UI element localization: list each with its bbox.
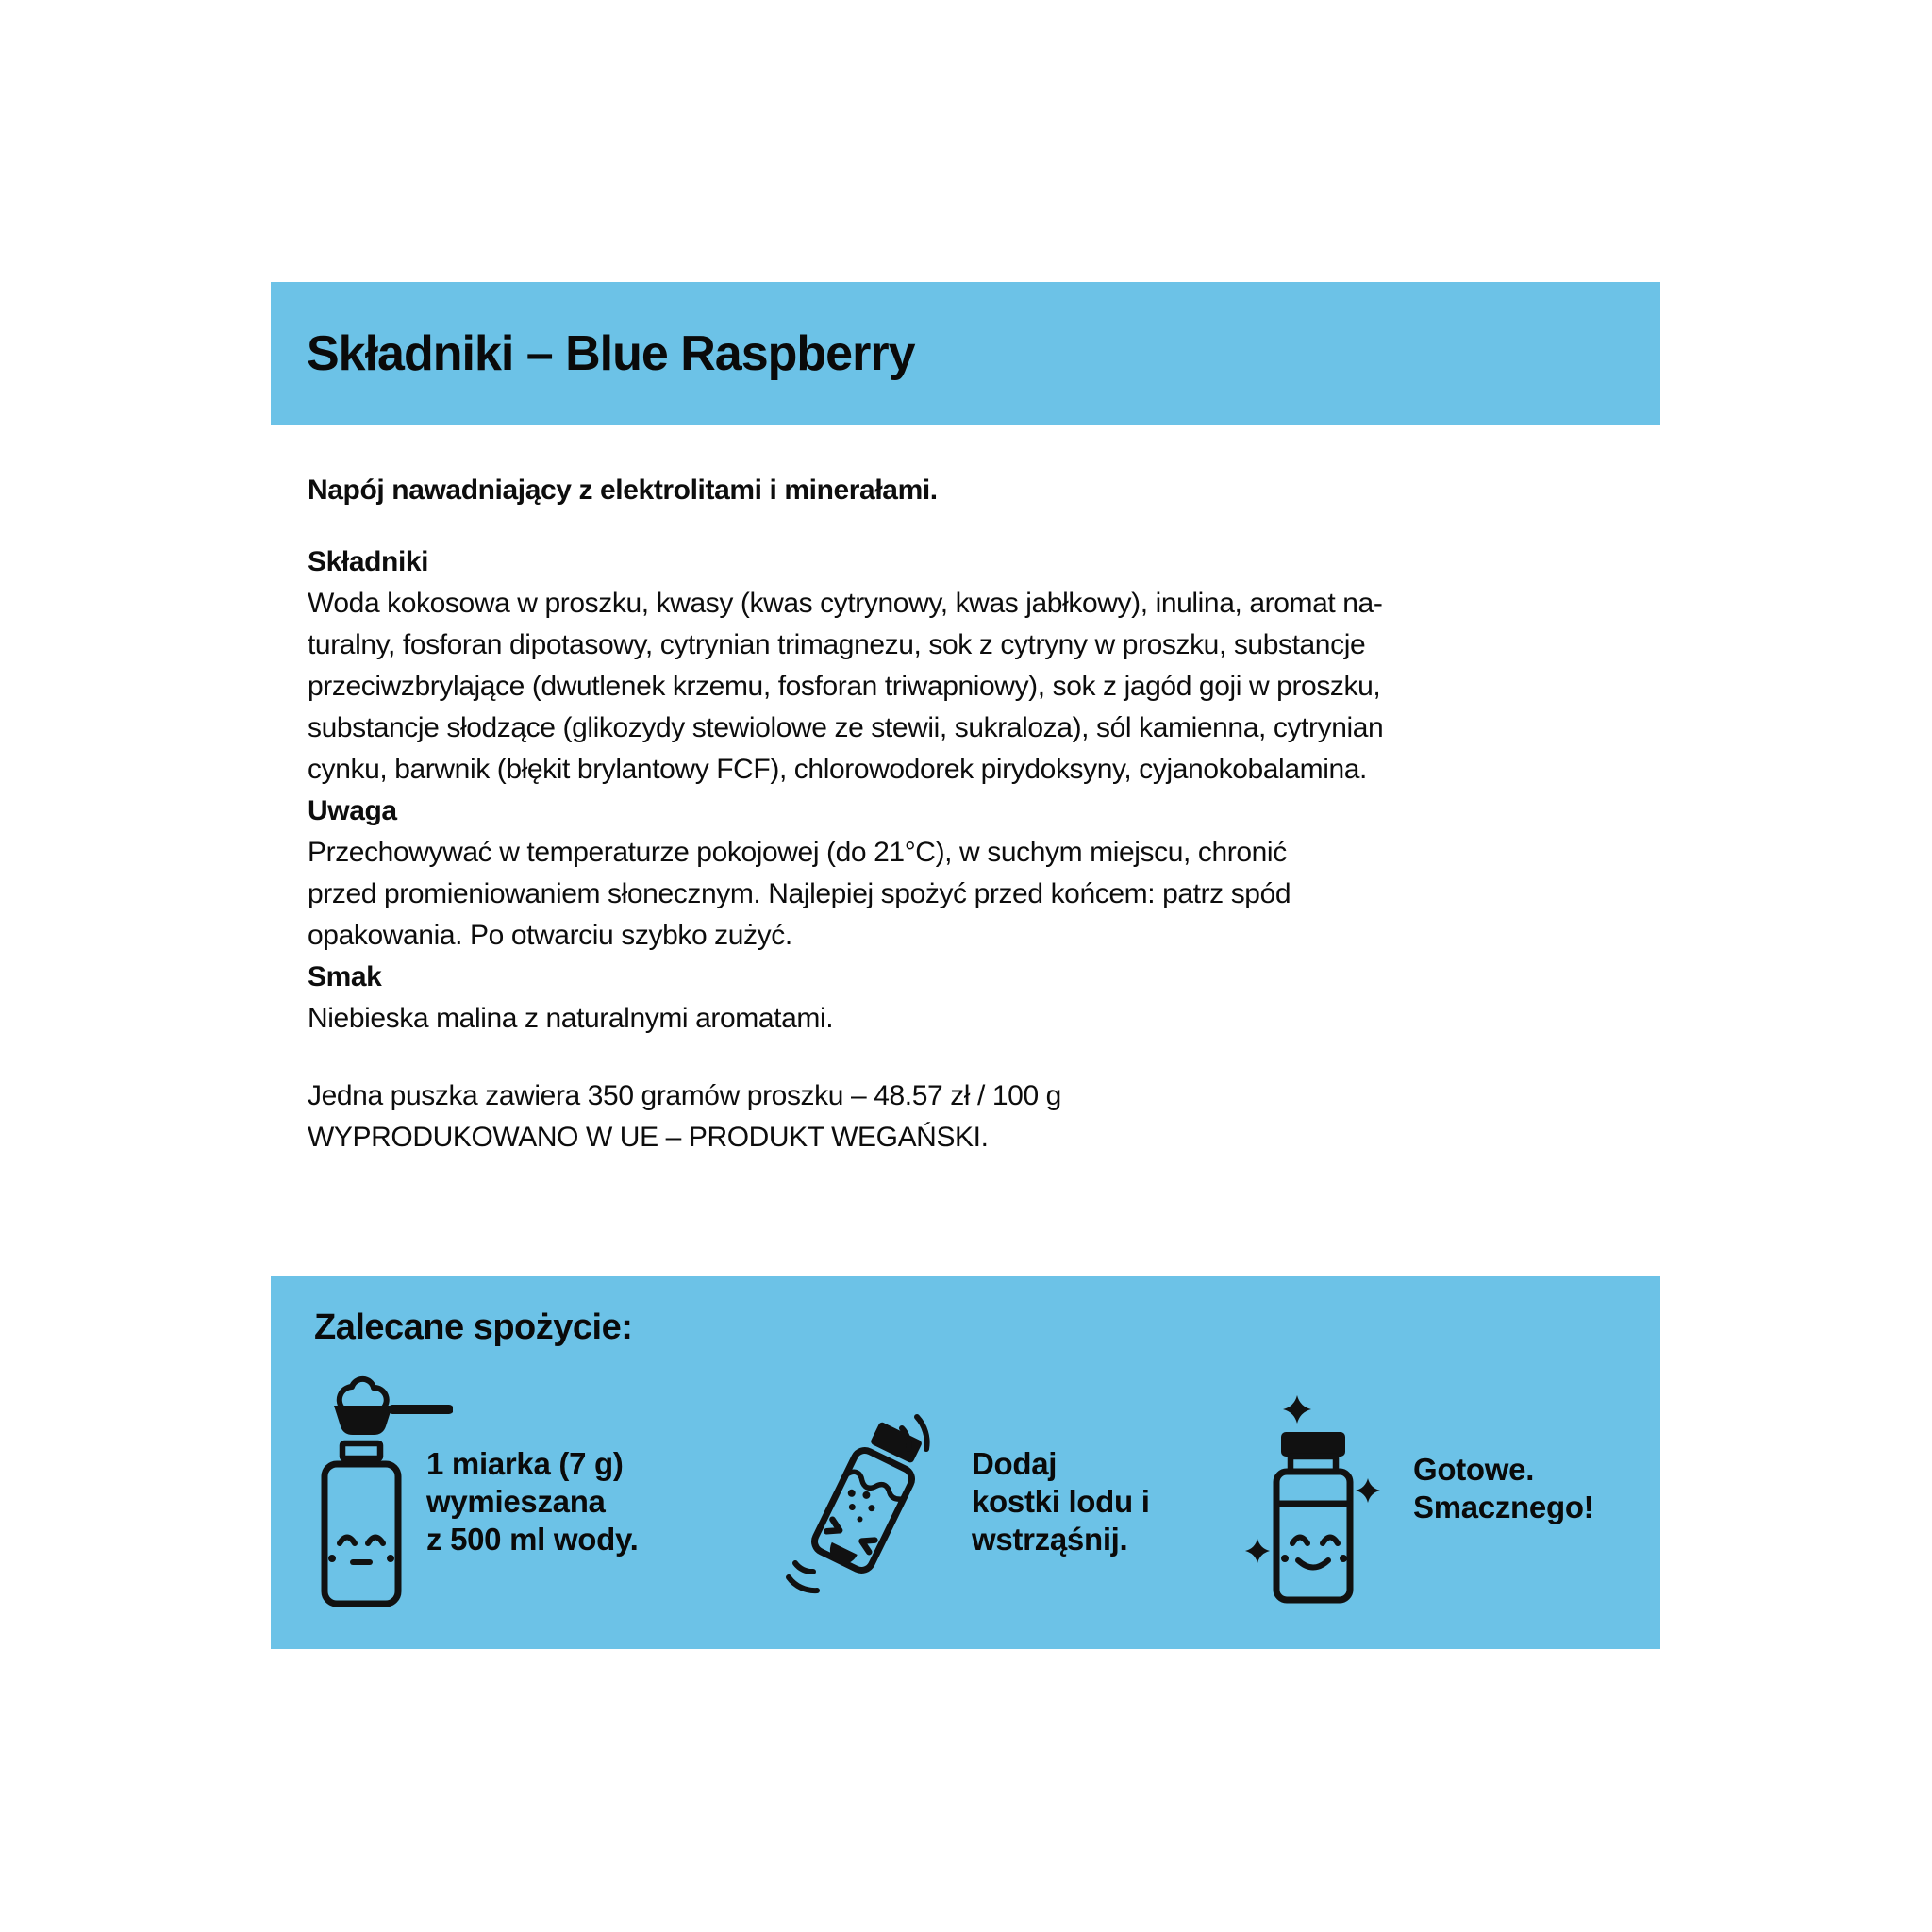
note-line: opakowania. Po otwarciu szybko zużyć. — [308, 920, 792, 951]
note-line: Przechowywać w temperaturze pokojowej (do 21°C), w suchym miejscu, chronić — [308, 837, 1287, 868]
usage-step-3-caption — [1413, 1451, 1593, 1526]
usage-step-2-line: Dodaj — [972, 1446, 1058, 1481]
section-heading-ingredients: Składniki — [308, 546, 429, 577]
usage-step-1-line: z 500 ml wody. — [426, 1522, 639, 1557]
ingredients-line: przeciwzbrylające (dwutlenek krzemu, fosforan triwapniowy), sok z jagód goji w proszku, — [308, 671, 1381, 702]
product-info-text — [308, 470, 1660, 1158]
usage-panel — [271, 1276, 1660, 1649]
note-line: przed promieniowaniem słonecznym. Najlepiej spożyć przed końcem: patrz spód — [308, 878, 1291, 909]
usage-step-1-caption — [426, 1445, 638, 1558]
ingredients-line: cynku, barwnik (błękit brylantowy FCF), chlorowodorek pirydoksyny, cyjanokobalamina. — [308, 754, 1367, 785]
usage-heading: Zalecane spożycie: — [314, 1307, 633, 1347]
shake-bottle-icon — [774, 1404, 962, 1604]
ingredients-line: Woda kokosowa w proszku, kwasy (kwas cytrynowy, kwas jabłkowy), inulina, aromat na- — [308, 588, 1383, 619]
ready-bottle-icon — [1243, 1392, 1394, 1607]
page-title: Składniki – Blue Raspberry — [307, 325, 915, 381]
usage-step-2-caption — [972, 1445, 1150, 1558]
ingredients-line: substancje słodzące (glikozydy stewiolowe ze stewii, sukraloza), sól kamienna, cytrynian — [308, 712, 1384, 743]
section-heading-note: Uwaga — [308, 795, 397, 826]
usage-step-3-line: Smacznego! — [1413, 1490, 1594, 1524]
product-description: Napój nawadniający z elektrolitami i minerałami. — [308, 475, 938, 506]
usage-step-1-line: wymieszana — [426, 1484, 606, 1519]
usage-step-1-line: 1 miarka (7 g) — [426, 1446, 624, 1481]
header-banner — [271, 282, 1660, 425]
section-heading-flavor: Smak — [308, 961, 382, 992]
pack-info: Jedna puszka zawiera 350 gramów proszku – 48.57 zł / 100 g — [308, 1080, 1061, 1111]
ingredients-line: turalny, fosforan dipotasowy, cytrynian trimagnezu, sok z cytryny w proszku, substancje — [308, 629, 1366, 660]
usage-step-2-line: kostki lodu i — [972, 1484, 1150, 1519]
usage-step-3-line: Gotowe. — [1413, 1452, 1535, 1487]
flavor-line: Niebieska malina z naturalnymi aromatami. — [308, 1003, 834, 1034]
origin-info: WYPRODUKOWANO W UE – PRODUKT WEGAŃSKI. — [308, 1122, 989, 1153]
usage-step-2-line: wstrząśnij. — [972, 1522, 1128, 1557]
